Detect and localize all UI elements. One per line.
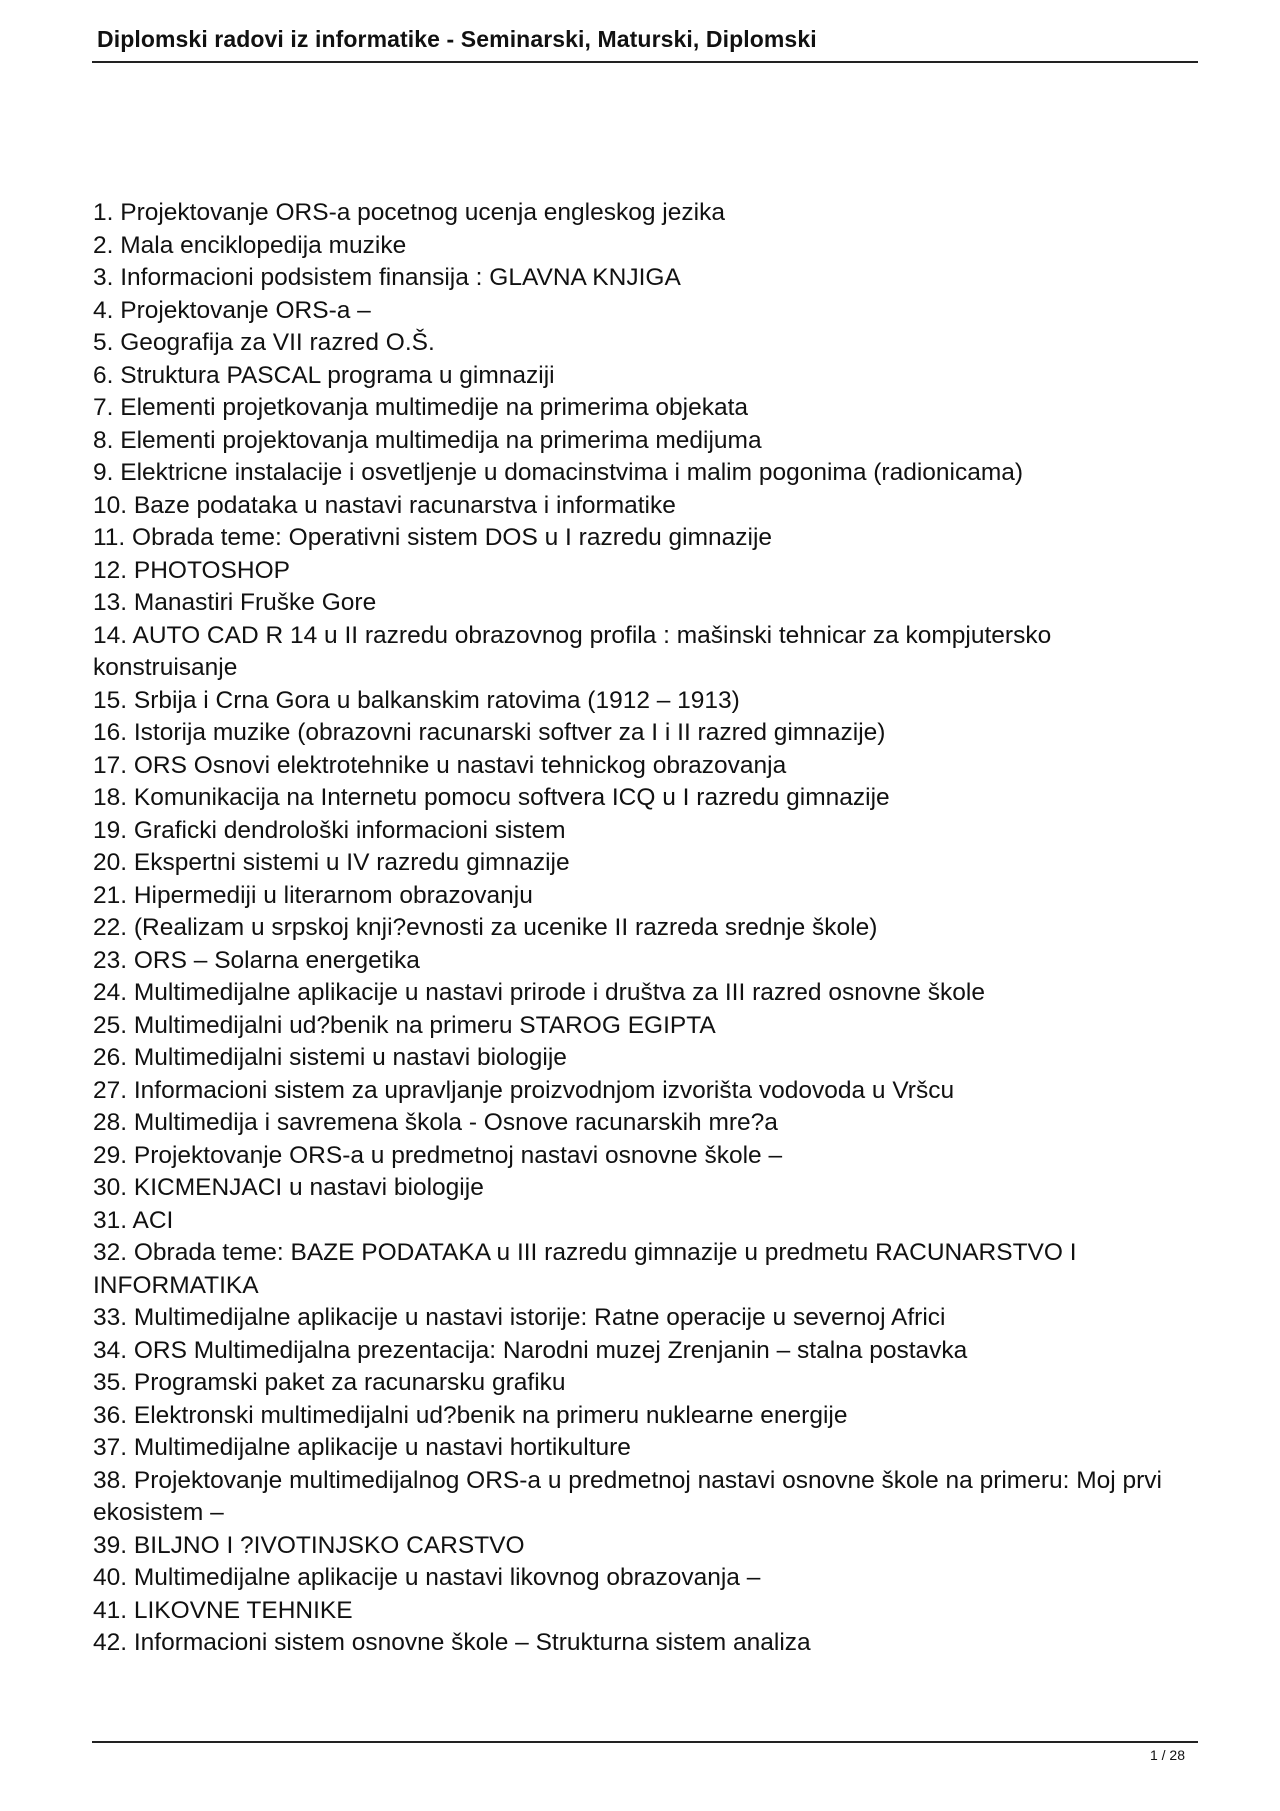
list-item: 14. AUTO CAD R 14 u II razredu obrazovnog profila : mašinski tehnicar za kompjutersko konstruisanje — [93, 621, 1052, 681]
list-item: 21. Hipermediji u literarnom obrazovanju — [93, 881, 533, 909]
list-item: 16. Istorija muzike (obrazovni racunarski softver za I i II razred gimnazije) — [93, 719, 886, 746]
page-number: 1 / 28 — [1149, 1747, 1185, 1763]
list-item: 6. Struktura PASCAL programa u gimnaziji — [93, 361, 555, 389]
footer-divider — [92, 1741, 1198, 1743]
list-item: 29. Projektovanje ORS-a u predmetnoj nastavi osnovne škole – — [93, 1141, 783, 1169]
thesis-topic-list — [93, 197, 1183, 1660]
list-item: 39. BILJNO I ?IVOTINJSKO CARSTVO — [93, 1531, 525, 1559]
list-item: 12. PHOTOSHOP — [93, 556, 290, 584]
list-item: 2. Mala enciklopedija muzike — [93, 231, 407, 259]
list-item: 15. Srbija i Crna Gora u balkanskim ratovima (1912 – 1913) — [93, 686, 740, 714]
list-item: 34. ORS Multimedijalna prezentacija: Narodni muzej Zrenjanin – stalna postavka — [93, 1336, 968, 1364]
list-item: 22. (Realizam u srpskoj knji?evnosti za ucenike II razreda srednje škole) — [93, 914, 878, 941]
list-item: 36. Elektronski multimedijalni ud?benik na primeru nuklearne energije — [93, 1401, 848, 1429]
list-item: 20. Ekspertni sistemi u IV razredu gimnazije — [93, 849, 570, 876]
list-item: 25. Multimedijalni ud?benik na primeru STAROG EGIPTA — [93, 1011, 716, 1039]
list-item: 10. Baze podataka u nastavi racunarstva i informatike — [93, 491, 676, 519]
list-item: 40. Multimedijalne aplikacije u nastavi likovnog obrazovanja – — [93, 1564, 761, 1591]
list-item: 18. Komunikacija na Internetu pomocu softvera ICQ u I razredu gimnazije — [93, 784, 890, 811]
list-item: 26. Multimedijalni sistemi u nastavi biologije — [93, 1044, 567, 1071]
list-item: 38. Projektovanje multimedijalnog ORS-a u predmetnoj nastavi osnovne škole na primeru: Moj prvi ekosistem – — [93, 1466, 1162, 1526]
list-item: 42. Informacioni sistem osnovne škole – Strukturna sistem analiza — [93, 1629, 811, 1656]
header-divider — [92, 61, 1198, 63]
list-item: 35. Programski paket za racunarsku grafiku — [93, 1369, 566, 1396]
list-item: 32. Obrada teme: BAZE PODATAKA u III razredu gimnazije u predmetu RACUNARSTVO I INFORMATIKA — [93, 1239, 1077, 1299]
list-item: 37. Multimedijalne aplikacije u nastavi hortikulture — [93, 1434, 631, 1461]
list-item: 1. Projektovanje ORS-a pocetnog ucenja engleskog jezika — [93, 199, 725, 226]
list-item: 28. Multimedija i savremena škola - Osnove racunarskih mre?a — [93, 1109, 778, 1136]
list-item: 13. Manastiri Fruške Gore — [93, 589, 377, 616]
list-item: 30. KICMENJACI u nastavi biologije — [93, 1174, 484, 1201]
list-item: 24. Multimedijalne aplikacije u nastavi prirode i društva za III razred osnovne škole — [93, 979, 985, 1006]
list-item: 27. Informacioni sistem za upravljanje proizvodnjom izvorišta vodovoda u Vršcu — [93, 1076, 955, 1104]
list-item: 17. ORS Osnovi elektrotehnike u nastavi tehnickog obrazovanja — [93, 751, 787, 779]
list-item: 3. Informacioni podsistem finansija : GLAVNA KNJIGA — [93, 264, 681, 291]
list-item: 5. Geografija za VII razred O.Š. — [93, 329, 435, 356]
list-item: 11. Obrada teme: Operativni sistem DOS u I razredu gimnazije — [93, 524, 773, 551]
list-item: 31. ACI — [93, 1206, 174, 1234]
list-item: 7. Elementi projetkovanja multimedije na primerima objekata — [93, 394, 749, 421]
list-item: 4. Projektovanje ORS-a – — [93, 296, 371, 324]
document-header-title: Diplomski radovi iz informatike - Seminarski, Maturski, Diplomski — [97, 26, 817, 52]
list-item: 33. Multimedijalne aplikacije u nastavi istorije: Ratne operacije u severnoj Africi — [93, 1304, 946, 1331]
list-item: 41. LIKOVNE TEHNIKE — [93, 1596, 353, 1624]
list-item: 8. Elementi projektovanja multimedija na primerima medijuma — [93, 426, 762, 454]
list-item: 19. Graficki dendrološki informacioni sistem — [93, 816, 566, 844]
list-item: 23. ORS – Solarna energetika — [93, 946, 420, 974]
list-item: 9. Elektricne instalacije i osvetljenje u domacinstvima i malim pogonima (radionicama) — [93, 459, 1024, 486]
